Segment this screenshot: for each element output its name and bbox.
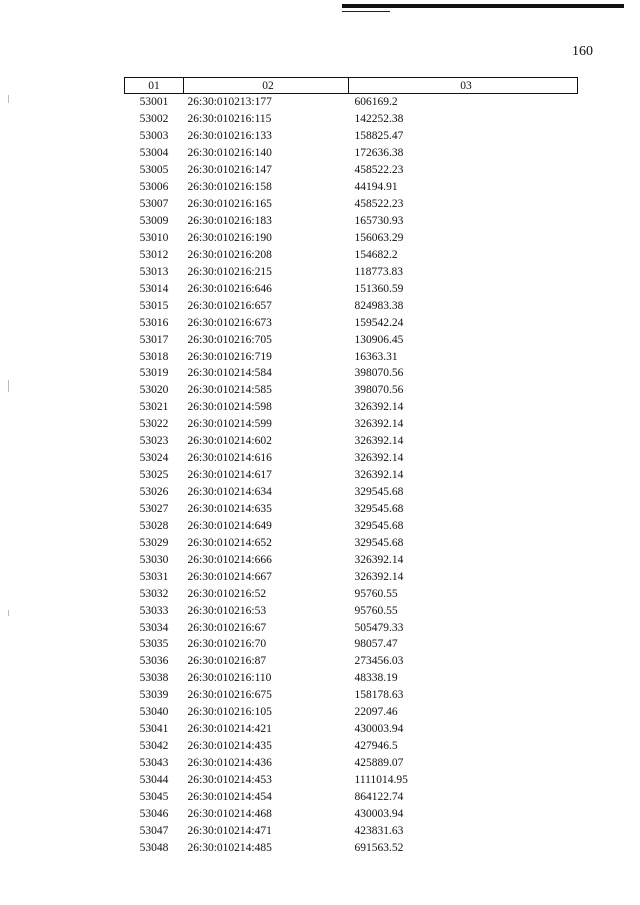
code-cell: 53045 [139,790,169,803]
value-cell: 691563.52 [354,841,404,854]
code-cell: 53036 [139,655,169,668]
value-cell: 273456.03 [354,655,404,668]
value-cell: 329545.68 [354,536,404,549]
code-cell: 53013 [139,265,169,278]
table-row [125,839,578,856]
code-cell: 53047 [139,824,169,837]
cadastral-number-cell: 26:30:010216:133 [187,130,272,143]
scan-speck [8,610,9,616]
cadastral-number-cell: 26:30:010214:599 [187,418,272,431]
table-row [125,331,578,348]
value-cell: 326392.14 [354,469,404,482]
value-cell: 864122.74 [354,790,404,803]
cadastral-number-cell: 26:30:010214:421 [187,723,272,736]
code-cell: 53046 [139,807,169,820]
cadastral-number-cell: 26:30:010216:215 [187,265,272,278]
table-row [125,467,578,484]
table-row [125,772,578,789]
table-row [125,653,578,670]
cadastral-number-cell: 26:30:010216:183 [187,215,272,228]
value-cell: 22097.46 [354,706,398,719]
table-row [125,111,578,128]
cadastral-number-cell: 26:30:010216:673 [187,316,272,329]
code-cell: 53024 [139,452,169,465]
cadastral-number-cell: 26:30:010216:110 [187,672,272,685]
column-header: 01 [125,78,184,94]
value-cell: 118773.83 [354,265,403,278]
cadastral-number-cell: 26:30:010214:652 [187,536,272,549]
table-row [125,585,578,602]
cadastral-number-cell: 26:30:010216:208 [187,248,272,261]
table-row [125,704,578,721]
cadastral-number-cell: 26:30:010216:115 [187,113,272,126]
cadastral-number-cell: 26:30:010216:705 [187,333,272,346]
code-cell: 53032 [139,587,169,600]
cadastral-number-cell: 26:30:010216:105 [187,706,272,719]
value-cell: 326392.14 [354,418,404,431]
code-cell: 53015 [139,299,169,312]
code-cell: 53034 [139,621,169,634]
code-cell: 53018 [139,350,169,363]
page-number: 160 [572,44,593,59]
code-cell: 53022 [139,418,169,431]
code-cell: 53003 [139,130,169,143]
code-cell: 53042 [139,740,169,753]
cadastral-number-cell: 26:30:010214:471 [187,824,272,837]
table-row [125,501,578,518]
value-cell: 326392.14 [354,401,404,414]
cadastral-number-cell: 26:30:010214:485 [187,841,272,854]
code-cell: 53044 [139,773,169,786]
value-cell: 159542.24 [354,316,404,329]
cadastral-number-cell: 26:30:010216:190 [187,231,272,244]
table-row [125,399,578,416]
cadastral-number-cell: 26:30:010214:617 [187,469,272,482]
cadastral-number-cell: 26:30:010216:719 [187,350,272,363]
code-cell: 53023 [139,435,169,448]
table-row [125,568,578,585]
top-rule [342,4,624,8]
code-cell: 53030 [139,553,169,566]
cadastral-number-cell: 26:30:010214:616 [187,452,272,465]
table-row [125,128,578,145]
table-row [125,534,578,551]
code-cell: 53001 [139,96,169,109]
value-cell: 824983.38 [354,299,404,312]
cadastral-number-cell: 26:30:010213:177 [187,96,272,109]
column-header: 03 [349,78,578,94]
value-cell: 48338.19 [354,672,398,685]
value-cell: 458522.23 [354,198,404,211]
code-cell: 53026 [139,486,169,499]
cadastral-number-cell: 26:30:010216:140 [187,147,272,160]
cadastral-number-cell: 26:30:010216:53 [187,604,267,617]
table-row [125,348,578,365]
cadastral-number-cell: 26:30:010214:454 [187,790,272,803]
value-cell: 156063.29 [354,231,404,244]
table-row [125,755,578,772]
value-cell: 326392.14 [354,435,404,448]
code-cell: 53043 [139,757,169,770]
value-cell: 458522.23 [354,164,404,177]
value-cell: 95760.55 [354,604,398,617]
cadastral-number-cell: 26:30:010216:165 [187,198,272,211]
table-row [125,314,578,331]
value-cell: 151360.59 [354,282,404,295]
table-row [125,602,578,619]
code-cell: 53041 [139,723,169,736]
code-cell: 53012 [139,248,169,261]
value-cell: 606169.2 [354,96,398,109]
value-cell: 329545.68 [354,519,404,532]
code-cell: 53027 [139,502,169,515]
table-row [125,670,578,687]
scan-speck [8,95,9,103]
table-row [125,365,578,382]
value-cell: 398070.56 [354,384,404,397]
code-cell: 53016 [139,316,169,329]
value-cell: 326392.14 [354,452,404,465]
table-row [125,179,578,196]
value-cell: 165730.93 [354,215,404,228]
table-row [125,822,578,839]
cadastral-number-cell: 26:30:010214:584 [187,367,272,380]
table-row [125,805,578,822]
code-cell: 53029 [139,536,169,549]
cadastral-number-cell: 26:30:010214:435 [187,740,272,753]
value-cell: 158178.63 [354,689,404,702]
value-cell: 142252.38 [354,113,404,126]
table-row [125,416,578,433]
code-cell: 53040 [139,706,169,719]
code-cell: 53039 [139,689,169,702]
value-cell: 326392.14 [354,553,404,566]
code-cell: 53009 [139,215,169,228]
code-cell: 53010 [139,231,169,244]
top-rule-thin [342,11,390,12]
cadastral-number-cell: 26:30:010216:158 [187,181,272,194]
cadastral-number-cell: 26:30:010214:649 [187,519,272,532]
value-cell: 154682.2 [354,248,398,261]
code-cell: 53017 [139,333,169,346]
cadastral-number-cell: 26:30:010214:598 [187,401,272,414]
code-cell: 53025 [139,469,169,482]
cadastral-number-cell: 26:30:010214:453 [187,773,272,786]
value-cell: 329545.68 [354,502,404,515]
value-cell: 505479.33 [354,621,404,634]
value-cell: 430003.94 [354,807,404,820]
table-row [125,484,578,501]
code-cell: 53002 [139,113,169,126]
table-row [125,280,578,297]
table-row [125,517,578,534]
table-row [125,297,578,314]
table-row [125,382,578,399]
table-row [125,145,578,162]
code-cell: 53028 [139,519,169,532]
cadastral-number-cell: 26:30:010216:147 [187,164,272,177]
table-row [125,551,578,568]
table-row [125,619,578,636]
value-cell: 1111014.95 [354,773,408,786]
code-cell: 53019 [139,367,169,380]
code-cell: 53020 [139,384,169,397]
table-row [125,738,578,755]
table-row [125,721,578,738]
value-cell: 98057.47 [354,638,398,651]
table-header-row [125,78,578,94]
cadastral-number-cell: 26:30:010216:70 [187,638,267,651]
value-cell: 329545.68 [354,486,404,499]
value-cell: 172636.38 [354,147,404,160]
cadastral-number-cell: 26:30:010214:634 [187,486,272,499]
table-row [125,788,578,805]
table-row [125,687,578,704]
value-cell: 16363.31 [354,350,398,363]
table-row [125,230,578,247]
scan-speck [8,380,9,392]
code-cell: 53031 [139,570,169,583]
code-cell: 53006 [139,181,169,194]
cadastral-number-cell: 26:30:010214:602 [187,435,272,448]
table-row [125,162,578,179]
code-cell: 53005 [139,164,169,177]
cadastral-number-cell: 26:30:010216:646 [187,282,272,295]
code-cell: 53004 [139,147,169,160]
value-cell: 425889.07 [354,757,404,770]
code-cell: 53038 [139,672,169,685]
code-cell: 53007 [139,198,169,211]
code-cell: 53035 [139,638,169,651]
table-row [125,213,578,230]
table-row [125,450,578,467]
value-cell: 427946.5 [354,740,398,753]
table-row [125,246,578,263]
cadastral-number-cell: 26:30:010216:675 [187,689,272,702]
cadastral-number-cell: 26:30:010214:436 [187,757,272,770]
column-header: 02 [184,78,349,94]
data-table [124,77,578,856]
table-row [125,636,578,653]
code-cell: 53021 [139,401,169,414]
cadastral-number-cell: 26:30:010214:667 [187,570,272,583]
value-cell: 326392.14 [354,570,404,583]
value-cell: 430003.94 [354,723,404,736]
cadastral-number-cell: 26:30:010216:87 [187,655,267,668]
cadastral-number-cell: 26:30:010214:585 [187,384,272,397]
value-cell: 423831.63 [354,824,404,837]
cadastral-number-cell: 26:30:010214:635 [187,502,272,515]
value-cell: 44194.91 [354,181,398,194]
cadastral-number-cell: 26:30:010216:52 [187,587,267,600]
value-cell: 158825.47 [354,130,404,143]
table-row [125,263,578,280]
code-cell: 53033 [139,604,169,617]
cadastral-number-cell: 26:30:010214:666 [187,553,272,566]
cadastral-number-cell: 26:30:010216:657 [187,299,272,312]
cadastral-number-cell: 26:30:010216:67 [187,621,267,634]
table-row [125,196,578,213]
table-row [125,94,578,111]
code-cell: 53014 [139,282,169,295]
cadastral-number-cell: 26:30:010214:468 [187,807,272,820]
code-cell: 53048 [139,841,169,854]
value-cell: 95760.55 [354,587,398,600]
table-row [125,433,578,450]
value-cell: 130906.45 [354,333,404,346]
value-cell: 398070.56 [354,367,404,380]
